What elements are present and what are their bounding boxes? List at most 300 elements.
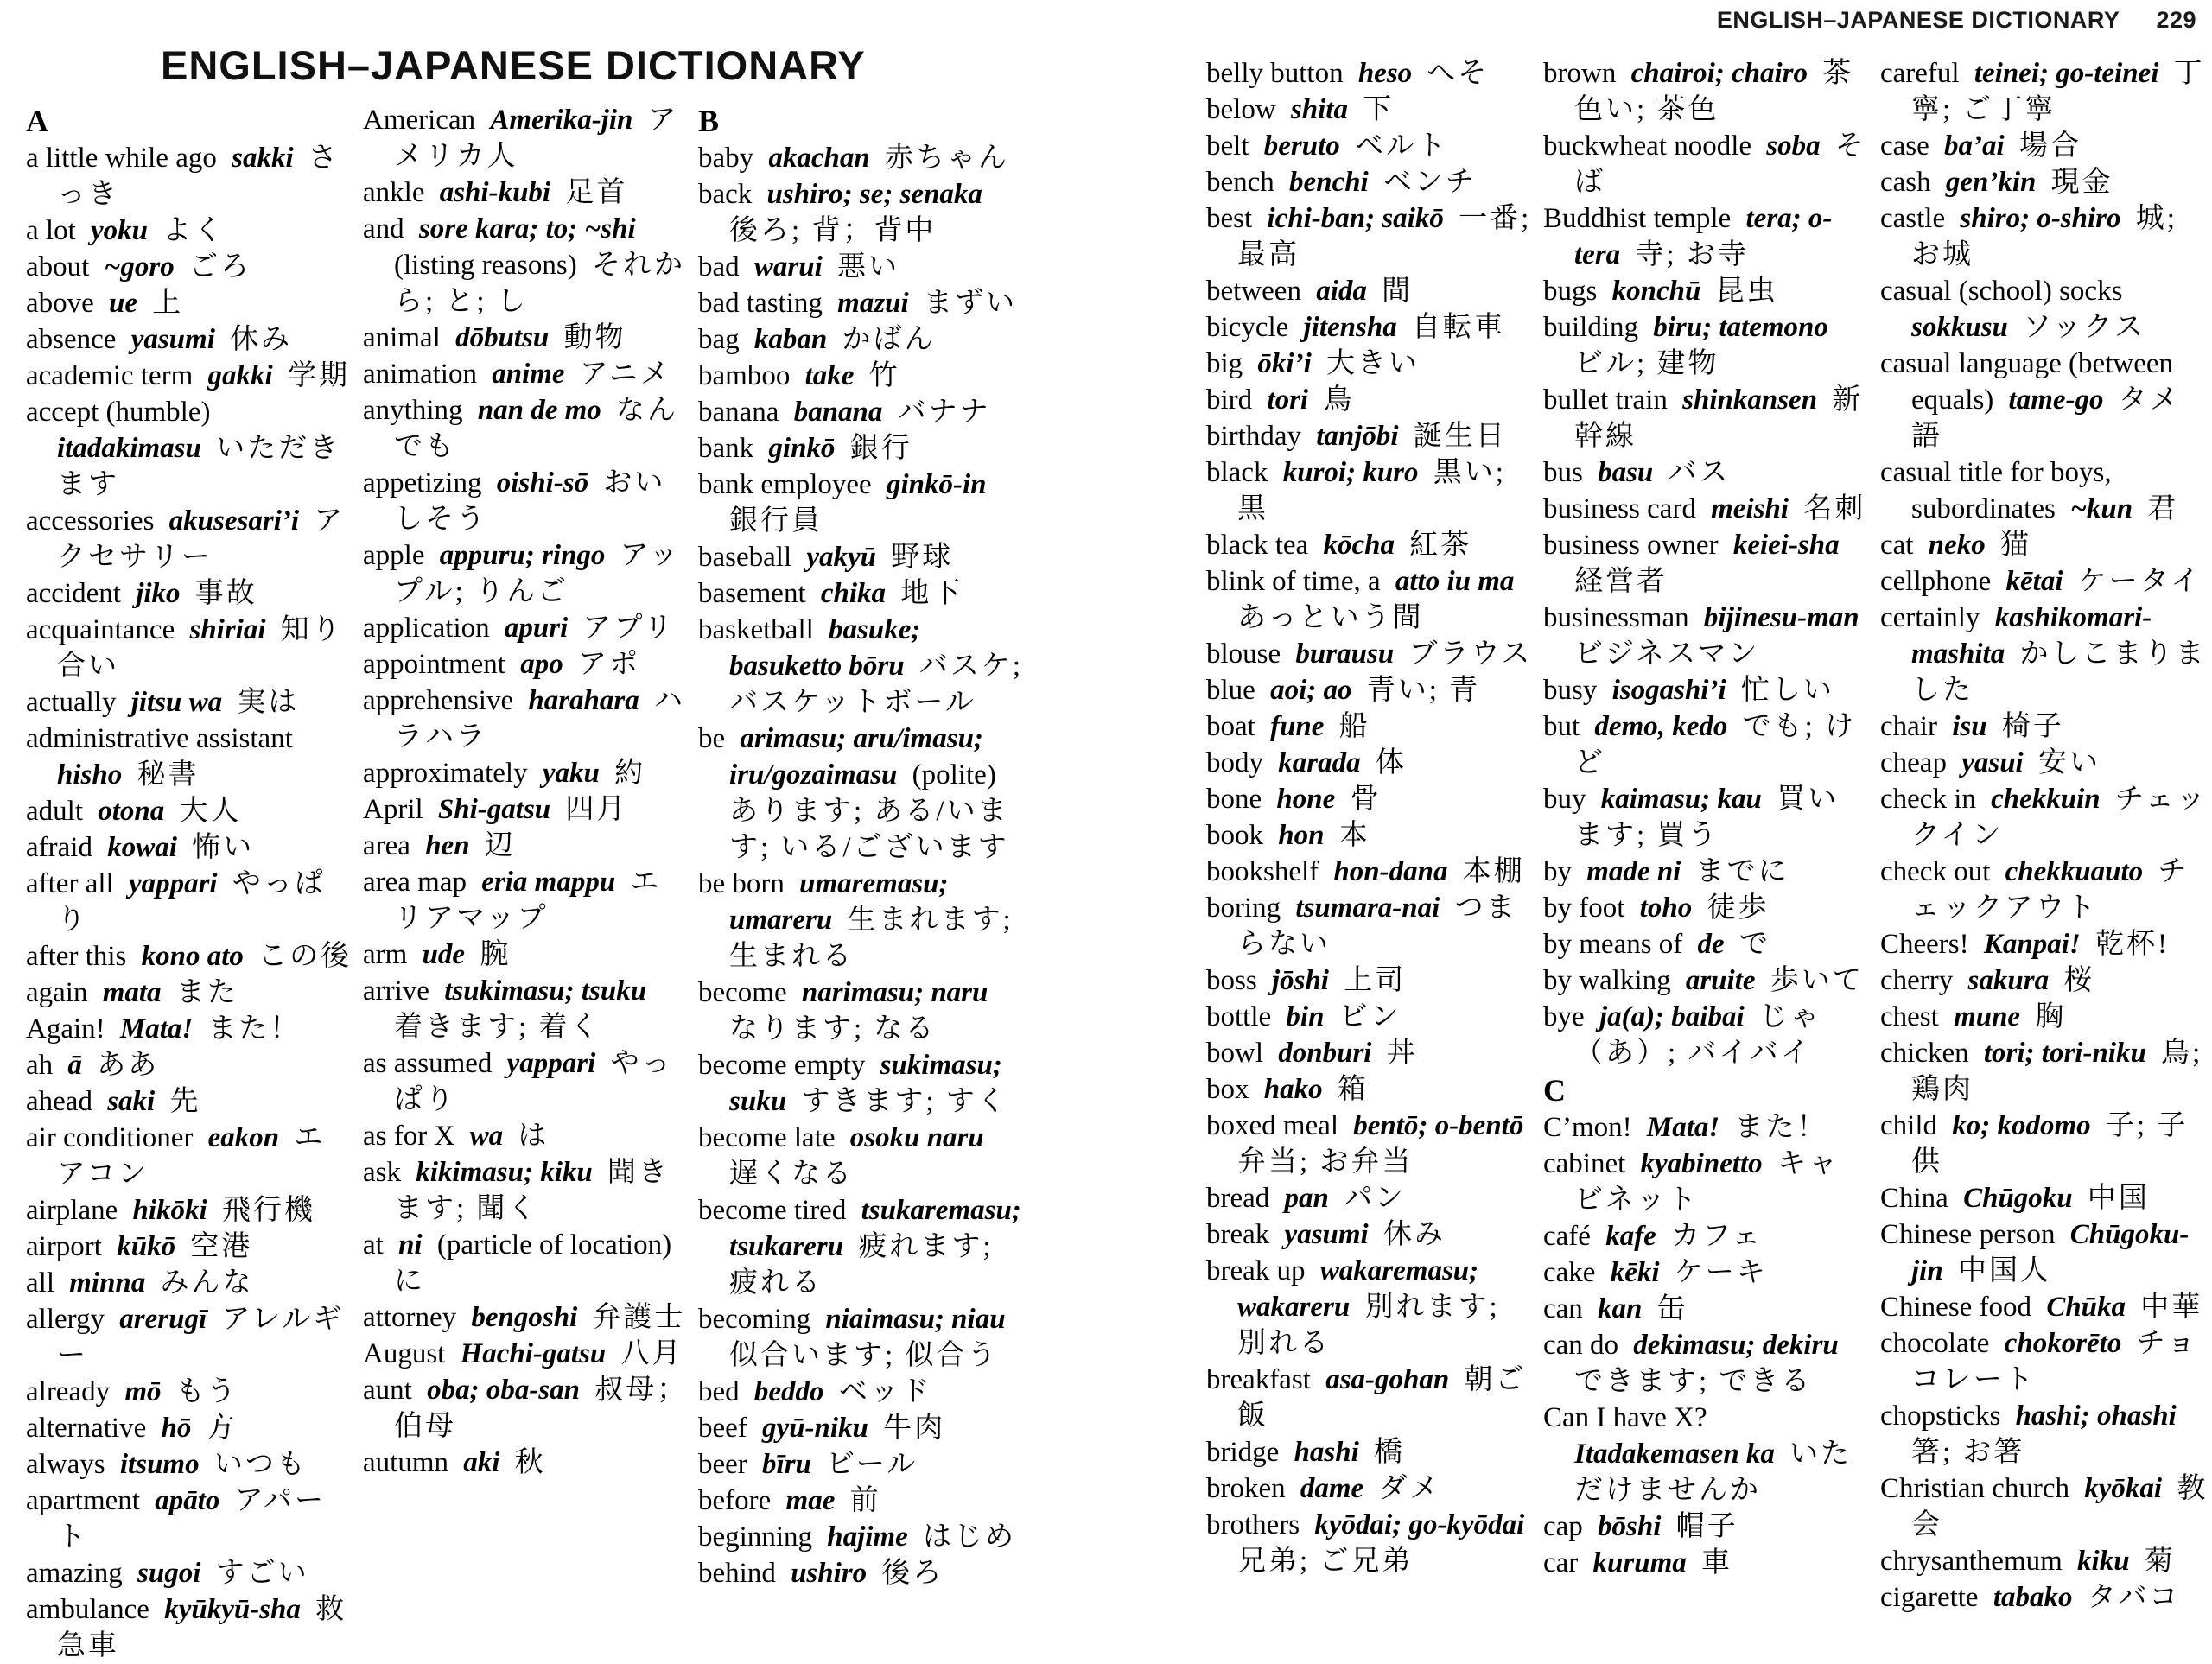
entry-romaji: jōshi bbox=[1271, 965, 1329, 996]
entry-japanese: 茶色い; 茶色 bbox=[1574, 58, 1854, 125]
entry-romaji: kuroi; kuro bbox=[1282, 457, 1419, 488]
entry-romaji: donburi bbox=[1278, 1038, 1372, 1069]
entry-japanese: よく bbox=[162, 215, 226, 246]
entry-romaji: itsumo bbox=[119, 1449, 200, 1480]
entry-japanese: アプリ bbox=[582, 613, 676, 644]
entry-english: become bbox=[698, 977, 787, 1008]
dictionary-entry bbox=[1206, 1216, 1533, 1253]
entry-romaji: Amerika-jin bbox=[490, 105, 633, 136]
entry-romaji: kaimasu; kau bbox=[1600, 784, 1762, 815]
dictionary-entry bbox=[1206, 164, 1533, 200]
dictionary-entry bbox=[1543, 600, 1870, 672]
dictionary-entry bbox=[26, 213, 353, 249]
entry-japanese: いただきます bbox=[57, 433, 341, 500]
entry-japanese: かばん bbox=[842, 324, 936, 355]
entry-japanese: 竹 bbox=[868, 360, 900, 391]
entry-japanese: ビル; 建物 bbox=[1574, 348, 1719, 379]
entry-romaji: kyabinetto bbox=[1640, 1148, 1763, 1179]
entry-japanese: 安い bbox=[2037, 747, 2101, 778]
entry-romaji: neko bbox=[1928, 530, 1986, 561]
dictionary-entry bbox=[26, 1591, 353, 1664]
entry-japanese: 飛行機 bbox=[221, 1195, 315, 1226]
dictionary-entry bbox=[1206, 745, 1533, 781]
dictionary-entry bbox=[1543, 1218, 1870, 1254]
dictionary-entry bbox=[363, 864, 690, 937]
dictionary-entry bbox=[26, 1192, 353, 1229]
entry-romaji: kan bbox=[1598, 1293, 1643, 1324]
dictionary-entry bbox=[1206, 708, 1533, 745]
entry-english: chopsticks bbox=[1880, 1400, 2001, 1432]
entry-romaji: kiku bbox=[2077, 1546, 2130, 1577]
dictionary-entry bbox=[698, 358, 1025, 394]
entry-japanese: 遅くなる bbox=[729, 1159, 854, 1190]
section-header: C bbox=[1543, 1073, 1566, 1108]
entry-japanese: ビン bbox=[1338, 1001, 1402, 1032]
entry-japanese: 胸 bbox=[2035, 1001, 2067, 1032]
entry-english: by walking bbox=[1543, 965, 1671, 996]
dictionary-entry bbox=[698, 1555, 1025, 1591]
entry-romaji: basu bbox=[1598, 457, 1654, 488]
dictionary-entry bbox=[1206, 418, 1533, 454]
entry-english: busy bbox=[1543, 675, 1598, 706]
entry-english: ah bbox=[26, 1050, 54, 1081]
entry-japanese: アレルギー bbox=[57, 1304, 345, 1371]
entry-japanese: もう bbox=[175, 1376, 238, 1407]
entry-romaji: bin bbox=[1286, 1001, 1325, 1032]
entry-japanese: エアコン bbox=[57, 1122, 326, 1190]
entry-english: break up bbox=[1206, 1255, 1306, 1286]
dictionary-entry bbox=[1206, 999, 1533, 1035]
entry-japanese: 休み bbox=[230, 324, 293, 355]
entry-romaji: shita bbox=[1290, 94, 1348, 125]
dictionary-entry bbox=[1543, 1254, 1870, 1291]
entry-english: big bbox=[1206, 348, 1243, 379]
dictionary-entry bbox=[1543, 527, 1870, 600]
entry-english: careful bbox=[1880, 58, 1960, 89]
entry-romaji: gakki bbox=[207, 360, 273, 391]
dictionary-entry bbox=[1880, 563, 2210, 600]
entry-english: cap bbox=[1543, 1511, 1583, 1542]
entry-english: chest bbox=[1880, 1001, 1939, 1032]
running-header-title: ENGLISH–JAPANESE DICTIONARY bbox=[1716, 7, 2120, 33]
entry-japanese: つまらない bbox=[1237, 892, 1517, 960]
entry-japanese: 間 bbox=[1382, 276, 1414, 307]
entry-english: ambulance bbox=[26, 1594, 149, 1625]
entry-japanese: ビジネスマン bbox=[1574, 638, 1760, 670]
entry-japanese: やっぱり bbox=[394, 1048, 673, 1115]
entry-romaji: yakyū bbox=[806, 542, 877, 573]
entry-romaji: tsumara-nai bbox=[1295, 892, 1440, 924]
entry-english: allergy bbox=[26, 1304, 105, 1335]
dictionary-column-6 bbox=[1880, 55, 2210, 1613]
entry-japanese: 中華 bbox=[2140, 1292, 2203, 1323]
dictionary-entry bbox=[363, 937, 690, 973]
dictionary-entry bbox=[1206, 563, 1533, 636]
entry-japanese: 悪い bbox=[837, 251, 900, 283]
entry-romaji: oba; oba-san bbox=[427, 1375, 581, 1406]
dictionary-entry bbox=[26, 321, 353, 358]
entry-english: cabinet bbox=[1543, 1148, 1626, 1179]
dictionary-entry bbox=[1880, 600, 2210, 708]
entry-japanese: 朝ご飯 bbox=[1237, 1364, 1527, 1432]
entry-romaji: kētai bbox=[2005, 566, 2063, 597]
entry-romaji: hon-dana bbox=[1333, 856, 1448, 887]
entry-english: become late bbox=[698, 1122, 836, 1153]
entry-english: between bbox=[1206, 276, 1301, 307]
entry-japanese: エリアマップ bbox=[394, 867, 662, 934]
entry-english: boat bbox=[1206, 711, 1255, 742]
entry-english: as assumed bbox=[363, 1048, 493, 1079]
entry-romaji: teinei; go-teinei bbox=[1974, 58, 2159, 89]
entry-japanese: 疲れます; 疲れる bbox=[729, 1231, 994, 1299]
entry-romaji: tori; tori-niku bbox=[1983, 1038, 2146, 1069]
entry-japanese: 辺 bbox=[484, 830, 516, 861]
entry-english: after all bbox=[26, 868, 114, 899]
entry-english: bread bbox=[1206, 1183, 1270, 1214]
dictionary-entry bbox=[1206, 1362, 1533, 1434]
dictionary-entry bbox=[1880, 999, 2210, 1035]
dictionary-entry bbox=[363, 1372, 690, 1445]
entry-english: bowl bbox=[1206, 1038, 1263, 1069]
entry-romaji: hikōki bbox=[132, 1195, 207, 1226]
entry-romaji: kashikomari-mashita bbox=[1911, 602, 2152, 670]
entry-japanese: 腕 bbox=[480, 939, 512, 970]
entry-japanese: アニメ bbox=[579, 359, 672, 390]
entry-english: apple bbox=[363, 540, 425, 571]
entry-english: bugs bbox=[1543, 276, 1598, 307]
entry-romaji: chairoi; chairo bbox=[1630, 58, 1808, 89]
entry-romaji: gyū-niku bbox=[762, 1413, 868, 1444]
entry-japanese: 休み bbox=[1382, 1219, 1446, 1250]
entry-romaji: osoku naru bbox=[849, 1122, 984, 1153]
dictionary-entry bbox=[26, 1229, 353, 1265]
entry-romaji: kaban bbox=[753, 324, 828, 355]
dictionary-entry bbox=[26, 394, 353, 503]
entry-japanese: 上 bbox=[152, 288, 184, 319]
entry-romaji: bentō; o-bentō bbox=[1353, 1110, 1524, 1141]
dictionary-entry bbox=[1880, 1398, 2210, 1470]
entry-japanese: ケーキ bbox=[1674, 1257, 1768, 1288]
dictionary-entry bbox=[1880, 527, 2210, 563]
dictionary-entry bbox=[363, 610, 690, 646]
entry-romaji: mune bbox=[1954, 1001, 2021, 1032]
dictionary-entry bbox=[1206, 1180, 1533, 1216]
entry-romaji: kafe bbox=[1605, 1221, 1656, 1252]
entry-japanese: 車 bbox=[1701, 1547, 1733, 1578]
entry-english: a little while ago bbox=[26, 143, 217, 174]
entry-english: cake bbox=[1543, 1257, 1596, 1288]
entry-romaji: Chūgoku-jin bbox=[1911, 1219, 2190, 1286]
entry-romaji: nan de mo bbox=[477, 395, 601, 426]
entry-english: approximately bbox=[363, 758, 528, 789]
entry-romaji: warui bbox=[753, 251, 823, 283]
entry-english: can do bbox=[1543, 1330, 1619, 1361]
entry-japanese: 着きます; 着く bbox=[394, 1012, 601, 1043]
entry-romaji: hashi bbox=[1294, 1437, 1359, 1468]
entry-japanese: 動物 bbox=[563, 322, 626, 353]
dictionary-entry bbox=[26, 1265, 353, 1301]
entry-romaji: karada bbox=[1278, 747, 1361, 778]
dictionary-entry bbox=[1206, 382, 1533, 418]
dictionary-entry bbox=[1543, 491, 1870, 527]
entry-romaji: sugoi bbox=[137, 1558, 201, 1589]
entry-romaji: kyōdai; go-kyōdai bbox=[1314, 1509, 1525, 1540]
entry-japanese: 中国 bbox=[2087, 1183, 2150, 1214]
dictionary-entry bbox=[1206, 1108, 1533, 1180]
dictionary-entry bbox=[1206, 636, 1533, 672]
entry-english: blouse bbox=[1206, 638, 1281, 670]
entry-romaji: apo bbox=[520, 649, 563, 680]
dictionary-entry bbox=[363, 1336, 690, 1372]
dictionary-entry bbox=[1206, 454, 1533, 527]
entry-romaji: arerugī bbox=[119, 1304, 207, 1335]
entry-romaji: meishi bbox=[1711, 493, 1789, 524]
entry-japanese: ダメ bbox=[1378, 1473, 1441, 1504]
entry-japanese: また！ bbox=[207, 1013, 302, 1045]
entry-japanese: 買います; 買う bbox=[1574, 784, 1840, 851]
entry-japanese: 君 bbox=[2147, 493, 2179, 524]
entry-romaji: kuruma bbox=[1592, 1547, 1687, 1578]
dictionary-entry bbox=[1543, 382, 1870, 454]
entry-japanese: タバコ bbox=[2087, 1582, 2181, 1613]
entry-romaji: Kanpai! bbox=[1983, 929, 2081, 960]
dictionary-entry bbox=[698, 176, 1025, 249]
dictionary-entry bbox=[363, 1045, 690, 1118]
entry-english: body bbox=[1206, 747, 1263, 778]
entry-japanese: 秋 bbox=[514, 1447, 546, 1478]
dictionary-entry bbox=[26, 866, 353, 938]
dictionary-entry bbox=[1880, 745, 2210, 781]
entry-romaji: apuri bbox=[504, 613, 569, 644]
entry-romaji: asa-gohan bbox=[1325, 1364, 1450, 1395]
dictionary-entry bbox=[26, 793, 353, 829]
entry-english: accept (humble) bbox=[26, 397, 211, 428]
entry-english: beginning bbox=[698, 1521, 812, 1553]
dictionary-entry bbox=[1880, 55, 2210, 128]
entry-japanese: 歩いて bbox=[1770, 965, 1864, 996]
entry-english: administrative assistant bbox=[26, 723, 293, 754]
entry-english: bank employee bbox=[698, 469, 872, 500]
entry-japanese: 一番; 最高 bbox=[1237, 203, 1532, 270]
dictionary-entry bbox=[1543, 1327, 1870, 1400]
entry-japanese: さっき bbox=[57, 143, 340, 210]
entry-japanese: 牛肉 bbox=[883, 1413, 946, 1444]
entry-english: afraid bbox=[26, 832, 92, 863]
entry-japanese: バス bbox=[1668, 457, 1731, 488]
dictionary-entry bbox=[363, 175, 690, 211]
entry-japanese: あっという間 bbox=[1237, 602, 1424, 633]
entry-english: actually bbox=[26, 687, 117, 718]
entry-japanese: 寺; お寺 bbox=[1635, 239, 1749, 270]
entry-romaji: ōki’i bbox=[1257, 348, 1312, 379]
entry-japanese: はじめ bbox=[923, 1521, 1016, 1553]
entry-english: building bbox=[1543, 312, 1639, 343]
entry-japanese: ベッド bbox=[838, 1376, 932, 1407]
entry-japanese: カフェ bbox=[1671, 1221, 1764, 1252]
dictionary-entry bbox=[1206, 200, 1533, 273]
entry-romaji: ue bbox=[109, 288, 138, 319]
entry-english: case bbox=[1880, 130, 1929, 162]
entry-japanese: ああ bbox=[97, 1050, 160, 1081]
entry-japanese: この後 bbox=[258, 941, 353, 972]
entry-japanese: 叔母；伯母 bbox=[394, 1375, 689, 1442]
entry-japanese: 黒い; 黒 bbox=[1237, 457, 1506, 524]
entry-japanese: までに bbox=[1695, 856, 1789, 887]
entry-english: April bbox=[363, 794, 423, 825]
entry-english: bookshelf bbox=[1206, 856, 1319, 887]
entry-japanese: チョコレート bbox=[1911, 1328, 2198, 1395]
entry-english: above bbox=[26, 288, 94, 319]
entry-english: animal bbox=[363, 322, 441, 353]
entry-romaji: hako bbox=[1263, 1074, 1323, 1105]
dictionary-entry bbox=[26, 1374, 353, 1410]
entry-english: boxed meal bbox=[1206, 1110, 1339, 1141]
entry-romaji: bengoshi bbox=[471, 1302, 578, 1333]
entry-japanese: 方 bbox=[206, 1413, 238, 1444]
entry-romaji: soba bbox=[1766, 130, 1821, 162]
entry-japanese: 聞きます; 聞く bbox=[394, 1157, 670, 1224]
entry-romaji: beddo bbox=[753, 1376, 824, 1407]
entry-japanese: 秘書 bbox=[137, 759, 200, 791]
entry-english: by means of bbox=[1543, 929, 1683, 960]
entry-romaji: tori bbox=[1267, 384, 1309, 416]
entry-japanese: アップル; りんご bbox=[394, 540, 681, 607]
dictionary-entry bbox=[363, 973, 690, 1045]
entry-english: C’mon! bbox=[1543, 1112, 1632, 1143]
entry-romaji: konchū bbox=[1611, 276, 1701, 307]
dictionary-entry bbox=[1880, 962, 2210, 999]
entry-english: adult bbox=[26, 796, 83, 827]
entry-romaji: chekkuauto bbox=[2005, 856, 2144, 887]
entry-english: bag bbox=[698, 324, 740, 355]
entry-romaji: made ni bbox=[1586, 856, 1681, 887]
entry-japanese: 足首 bbox=[565, 177, 628, 208]
entry-english: chicken bbox=[1880, 1038, 1969, 1069]
entry-english: as for X bbox=[363, 1121, 455, 1152]
entry-note: (particle of location) bbox=[436, 1229, 672, 1261]
entry-english: accident bbox=[26, 578, 121, 609]
entry-english: after this bbox=[26, 941, 127, 972]
dictionary-entry bbox=[1880, 1216, 2210, 1289]
entry-romaji: ni bbox=[398, 1229, 423, 1261]
dictionary-entry bbox=[698, 285, 1025, 321]
dictionary-column-4 bbox=[1206, 55, 1533, 1602]
dictionary-entry bbox=[26, 1446, 353, 1483]
dictionary-entry bbox=[1206, 346, 1533, 382]
entry-japanese: おいしそう bbox=[394, 467, 666, 535]
entry-english: apartment bbox=[26, 1485, 140, 1516]
entry-english: accessories bbox=[26, 505, 155, 537]
entry-english: cellphone bbox=[1880, 566, 1992, 597]
entry-english: blink of time, a bbox=[1206, 566, 1381, 597]
entry-japanese: みんな bbox=[160, 1267, 254, 1299]
entry-english: cherry bbox=[1880, 965, 1954, 996]
dictionary-entry bbox=[26, 1483, 353, 1555]
entry-english: ankle bbox=[363, 177, 425, 208]
entry-romaji: kyōkai bbox=[2084, 1473, 2163, 1504]
entry-japanese: まずい bbox=[923, 288, 1017, 319]
dictionary-entry bbox=[363, 102, 690, 175]
entry-japanese: やっぱり bbox=[57, 868, 326, 936]
entry-japanese: 缶 bbox=[1656, 1293, 1688, 1324]
dictionary-entry bbox=[363, 211, 690, 320]
entry-english: alternative bbox=[26, 1413, 147, 1444]
entry-english: Again! bbox=[26, 1013, 105, 1045]
dictionary-entry bbox=[1206, 1253, 1533, 1362]
dictionary-entry bbox=[1543, 1545, 1870, 1581]
dictionary-entry bbox=[1206, 273, 1533, 309]
entry-romaji: yasui bbox=[1961, 747, 2024, 778]
entry-romaji: bīru bbox=[762, 1449, 811, 1480]
entry-english: baseball bbox=[698, 542, 792, 573]
entry-romaji: mata bbox=[102, 977, 162, 1008]
entry-romaji: wakaremasu; wakareru bbox=[1237, 1255, 1479, 1323]
entry-romaji: akusesari’i bbox=[168, 505, 300, 537]
entry-english: and bbox=[363, 213, 404, 245]
entry-english: chocolate bbox=[1880, 1328, 1990, 1359]
entry-japanese: パン bbox=[1344, 1183, 1407, 1214]
entry-english: bad bbox=[698, 251, 740, 283]
dictionary-entry bbox=[698, 539, 1025, 575]
entry-english: China bbox=[1880, 1183, 1948, 1214]
dictionary-entry bbox=[1880, 1579, 2210, 1616]
entry-romaji: shinkansen bbox=[1682, 384, 1818, 416]
dictionary-entry bbox=[698, 866, 1025, 975]
entry-romaji: ~goro bbox=[104, 251, 175, 283]
entry-english: boring bbox=[1206, 892, 1281, 924]
dictionary-entry bbox=[1206, 309, 1533, 346]
dictionary-entry bbox=[363, 791, 690, 828]
entry-english: breakfast bbox=[1206, 1364, 1311, 1395]
entry-romaji: chokorēto bbox=[2004, 1328, 2122, 1359]
entry-romaji: jitsu wa bbox=[130, 687, 223, 718]
dictionary-entry bbox=[363, 537, 690, 610]
dictionary-entry bbox=[1543, 454, 1870, 491]
entry-japanese: 中国人 bbox=[1957, 1255, 2051, 1286]
entry-japanese: 救急車 bbox=[57, 1594, 347, 1661]
entry-romaji: gen’kin bbox=[1945, 167, 2037, 198]
entry-japanese: 野球 bbox=[891, 542, 954, 573]
entry-english: business card bbox=[1543, 493, 1696, 524]
entry-english: before bbox=[698, 1485, 772, 1516]
dictionary-entry bbox=[363, 646, 690, 683]
entry-romaji: Hachi-gatsu bbox=[460, 1338, 607, 1369]
entry-japanese: 弁当; お弁当 bbox=[1237, 1146, 1414, 1178]
entry-english: bank bbox=[698, 433, 754, 464]
entry-english: become tired bbox=[698, 1195, 847, 1226]
entry-japanese: 忙しい bbox=[1740, 675, 1834, 706]
entry-english: amazing bbox=[26, 1558, 123, 1589]
entry-romaji: ba’ai bbox=[1944, 130, 2005, 162]
dictionary-entry bbox=[26, 612, 353, 684]
entry-english: becoming bbox=[698, 1304, 811, 1335]
dictionary-entry bbox=[26, 140, 353, 213]
entry-romaji: chekkuin bbox=[1991, 784, 2101, 815]
entry-romaji: beruto bbox=[1263, 130, 1340, 162]
dictionary-entry bbox=[1880, 1180, 2210, 1216]
entry-japanese: 箸; お箸 bbox=[1911, 1437, 2025, 1468]
entry-note: (polite) bbox=[912, 759, 996, 791]
entry-japanese: 空港 bbox=[190, 1231, 253, 1262]
entry-japanese: 船 bbox=[1338, 711, 1370, 742]
dictionary-entry bbox=[698, 1446, 1025, 1483]
entry-japanese: ビール bbox=[826, 1449, 918, 1480]
dictionary-entry bbox=[26, 938, 353, 975]
entry-english: autumn bbox=[363, 1447, 448, 1478]
entry-english: be bbox=[698, 723, 726, 754]
entry-japanese: 猫 bbox=[1999, 530, 2031, 561]
entry-romaji: biru; tatemono bbox=[1653, 312, 1828, 343]
